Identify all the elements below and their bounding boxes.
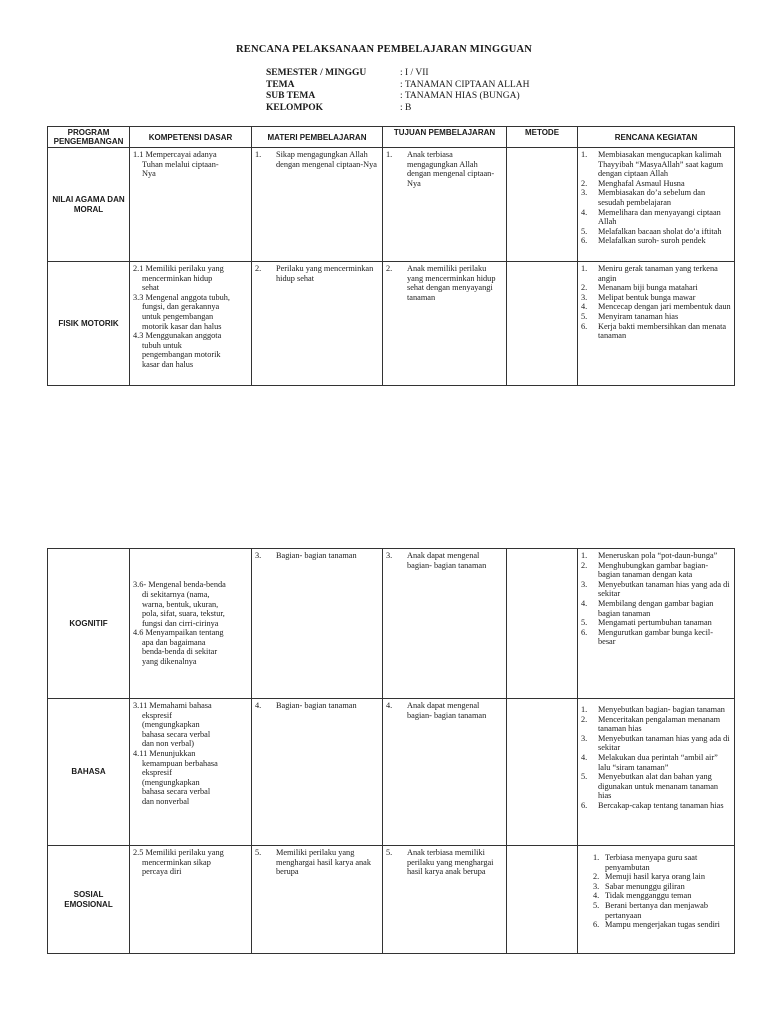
materi-cell: 1. Sikap mengagungkan Allah dengan mengenal ciptaan-Nya (252, 148, 383, 262)
table-row (48, 846, 735, 954)
plan-table-1 (47, 126, 735, 386)
metode-cell (507, 549, 578, 699)
materi-cell: 4. Bagian- bagian tanaman (252, 699, 383, 846)
list-item: 6. Mengurutkan gambar bunga kecil- besar (581, 627, 713, 647)
list-item: 3. Membiasakan do’a sebelum dan sesudah pembelajaran (581, 188, 706, 207)
list-item: 6. Bercakap-cakap tentang tanaman hias (581, 800, 724, 810)
list-item: 2. Menghafal Asmaul Husna (581, 178, 685, 188)
list-item: 2. Menanam biji bunga matahari (581, 283, 698, 293)
table-row (48, 549, 735, 699)
list-item: 5. Melafalkan bacaan sholat do’a iftitah (581, 226, 722, 236)
kd-cell: 1.1 Mempercayai adanya Tuhan melalui ciptaan- Nya (130, 148, 252, 262)
kegiatan-cell (578, 148, 735, 262)
list-item: 1. Menyebutkan bagian- bagian tanaman (581, 705, 725, 714)
program-cell: NILAI AGAMA DAN MORAL (48, 148, 130, 262)
table-row (48, 148, 735, 262)
list-item: 6. Melafalkan suroh- suroh pendek (581, 236, 706, 246)
list-item: 4. Mencecap dengan jari membentuk daun (581, 302, 731, 312)
list-item: 5. Mengamati pertumbuhan tanaman (581, 618, 712, 628)
kd-cell: 2.5 Memiliki perilaku yang mencerminkan sikap percaya diri (130, 846, 252, 954)
kd-cell: 3.6- Mengenal benda-benda di sekitarnya (nama, warna, bentuk, ukuran, pola, sifat, suara, tekstur, fungsi dan cirri-cirinya 4.6 Menyampaikan tentang apa dan bagaimana benda-benda di sekitar yang dikenalnya (130, 549, 252, 699)
metode-cell (507, 148, 578, 262)
tujuan-cell: 2. Anak memiliki perilaku yang mencerminkan hidup sehat dengan menyayangi tanaman (383, 262, 507, 386)
list-item: 1. Membiasakan mengucapkan kalimah Thayyibah “MasyaAllah” saat kagum dengan ciptaan Allah (581, 150, 724, 179)
plan-table-2 (47, 548, 735, 954)
kegiatan-cell (578, 262, 735, 386)
kegiatan-list (581, 705, 731, 811)
header-tujuan: TUJUAN PEMBELAJARAN (383, 127, 507, 148)
list-item: 6. Kerja bakti membersihkan dan menata tanaman (581, 321, 727, 341)
list-item: 1. Terbiasa menyapa guru saat penyambutan (593, 853, 698, 872)
program-cell: KOGNITIF (48, 549, 130, 699)
materi-cell: 3. Bagian- bagian tanaman (252, 549, 383, 699)
program-cell: BAHASA (48, 699, 130, 846)
list-item: 2. Memuji hasil karya orang lain (593, 872, 705, 882)
header-program: PROGRAM PENGEMBANGAN (48, 127, 130, 148)
kegiatan-cell (578, 549, 735, 699)
table-header-row (48, 127, 735, 148)
meta-semester: SEMESTER / MINGGU : I / VII (266, 68, 429, 78)
lesson-meta (266, 68, 529, 114)
list-item: 2. Menceritakan pengalaman menanam tanaman hias (581, 714, 721, 734)
kegiatan-list (581, 551, 731, 647)
list-item: 3. Sabar menunggu giliran (593, 881, 685, 891)
meta-kelompok: KELOMPOK : B (266, 102, 412, 113)
tujuan-cell: 3. Anak dapat mengenal bagian- bagian tanaman (383, 549, 507, 699)
list-item: 4. Melakukan dua perintah “ambil air” lalu “siram tanaman” (581, 752, 718, 772)
tujuan-cell: 4. Anak dapat mengenal bagian- bagian tanaman (383, 699, 507, 846)
list-item: 1. Meneruskan pola “pot-daun-bunga” (581, 551, 718, 560)
tujuan-cell: 5. Anak terbiasa memiliki perilaku yang menghargai hasil karya anak berupa (383, 846, 507, 954)
header-kompetensi: KOMPETENSI DASAR (130, 127, 252, 148)
kd-cell: 2.1 Memiliki perilaku yang mencerminkan hidup sehat 3.3 Mengenal anggota tubuh, fungsi, dan gerakannya untuk pengembangan motorik kasar dan halus 4.3 Menggunakan anggota tubuh untuk pengembangan motorik kasar dan halus (130, 262, 252, 386)
list-item: 4. Memelihara dan menyayangi ciptaan Allah (581, 207, 721, 227)
kegiatan-cell (578, 846, 735, 954)
meta-sub-tema: SUB TEMA : TANAMAN HIAS (BUNGA) (266, 91, 520, 101)
metode-cell (507, 846, 578, 954)
list-item: 4. Tidak mengganggu teman (593, 891, 692, 901)
list-item: 2. Menghubungkan gambar bagian- bagian tanaman dengan kata (581, 560, 709, 580)
list-item: 5. Menyebutkan alat dan bahan yang digunakan untuk menanam tanaman hias (581, 772, 719, 801)
kegiatan-list (581, 150, 731, 246)
tujuan-cell: 1. Anak terbiasa mengagungkan Allah dengan mengenal ciptaan-Nya (383, 148, 507, 262)
list-item: 1. Meniru gerak tanaman yang terkena angin (581, 264, 718, 283)
kegiatan-list (581, 853, 731, 930)
header-kegiatan: RENCANA KEGIATAN (578, 127, 735, 148)
list-item: 5. Berani bertanya dan menjawab pertanyaan (593, 900, 708, 920)
table-row (48, 262, 735, 386)
list-item: 4. Membilang dengan gambar bagian bagian tanaman (581, 598, 714, 618)
materi-cell: 2. Perilaku yang mencerminkan hidup sehat (252, 262, 383, 386)
header-materi: MATERI PEMBELAJARAN (252, 127, 383, 148)
metode-cell (507, 699, 578, 846)
list-item: 3. Menyebutkan tanaman hias yang ada di sekitar (581, 733, 730, 753)
meta-tema: TEMA : TANAMAN CIPTAAN ALLAH (266, 79, 530, 90)
kegiatan-list (581, 264, 731, 341)
list-item: 6. Mampu mengerjakan tugas sendiri (593, 920, 720, 930)
materi-cell: 5. Memiliki perilaku yang menghargai hasil karya anak berupa (252, 846, 383, 954)
kd-cell: 3.11 Memahami bahasa ekspresif (mengungkapkan bahasa secara verbal dan non verbal) 4.11 Menunjukkan kemampuan berbahasa ekspresif (mengungkapkan bahasa secara verbal dan nonverbal (130, 699, 252, 846)
list-item: 5. Menyiram tanaman hias (581, 311, 679, 321)
document-title: RENCANA PELAKSANAAN PEMBELAJARAN MINGGUAN (235, 44, 533, 55)
program-cell: SOSIAL EMOSIONAL (48, 846, 130, 954)
list-item: 3. Melipat bentuk bunga mawar (581, 292, 696, 302)
list-item: 3. Menyebutkan tanaman hias yang ada di sekitar (581, 579, 730, 599)
metode-cell (507, 262, 578, 386)
table-row (48, 699, 735, 846)
kegiatan-cell (578, 699, 735, 846)
program-cell: FISIK MOTORIK (48, 262, 130, 386)
header-metode: METODE (507, 127, 578, 148)
